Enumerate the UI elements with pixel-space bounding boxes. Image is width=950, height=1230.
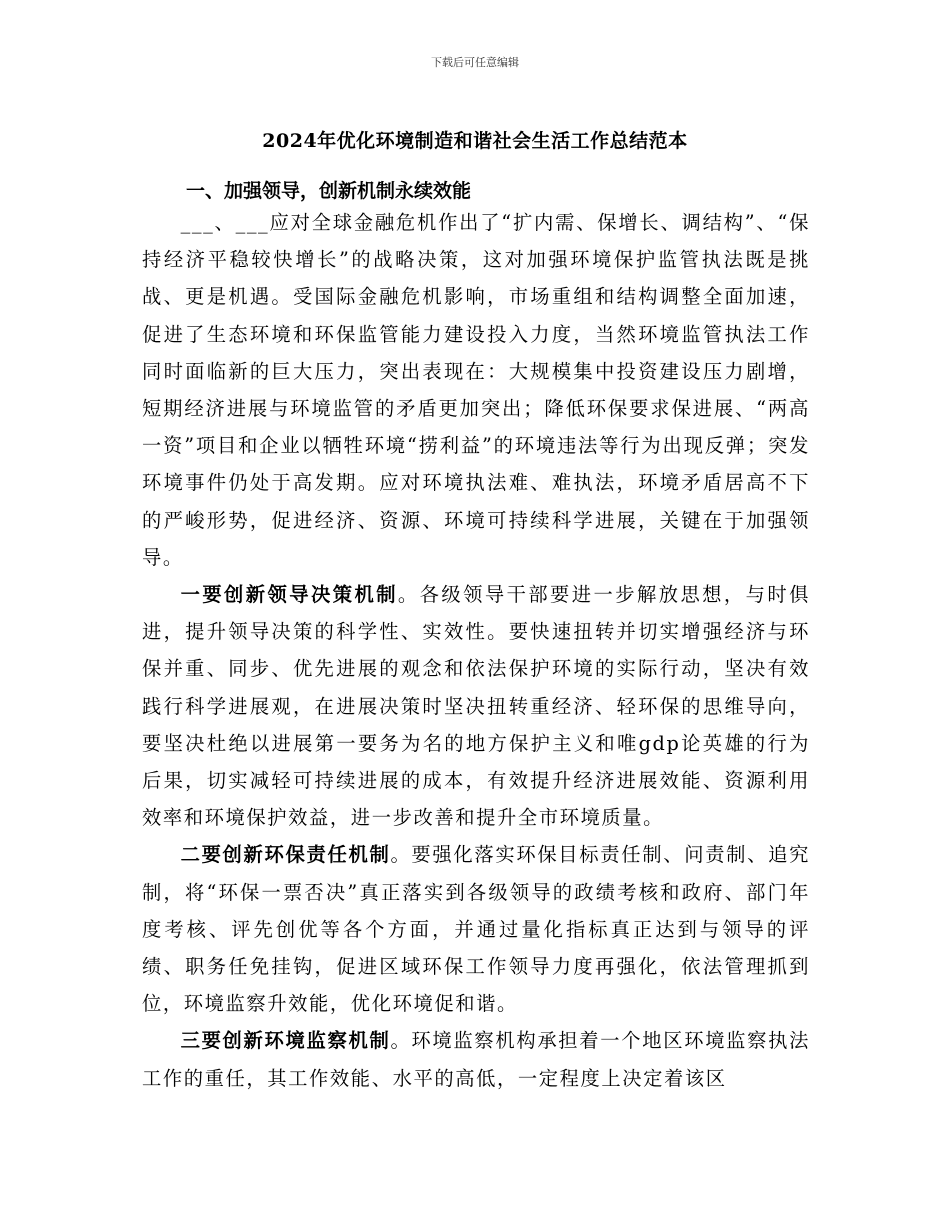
paragraph-text: 。环境监察机构承担着一个地区环境监察执法工作的重任，其工作效能、水平的高低，一定程度上决定着该区 — [142, 1029, 811, 1090]
paragraph-leadership-decision — [142, 576, 810, 836]
paragraph-text: 。要强化落实环保目标责任制、问责制、追究制，将“环保一票否决”真正落实到各级领导的政绩考核和政府、部门年度考核、评先创优等各个方面，并通过量化指标真正达到与领导的评绩、职务任免挂钩，促进区域环保工作领导力度再强化，依法管理抓到位，环境监察升效能，优化环境促和谐。 — [142, 843, 811, 1016]
paragraph-lead: 一要创新领导决策机制 — [180, 583, 398, 607]
section-heading: 一、加强领导，创新机制永续效能 — [186, 180, 472, 202]
paragraph-lead: 二要创新环保责任机制 — [180, 843, 391, 867]
document-body — [142, 204, 810, 1097]
paragraph-responsibility — [142, 836, 810, 1022]
paragraph-intro — [142, 204, 810, 576]
paragraph-text: ___、___应对全球金融危机作出了“扩内需、保增长、调结构”、“保持经济平稳较快增长”的战略决策，这对加强环境保护监管执法既是挑战、更是机遇。受国际金融危机影响，市场重组和结构调整全面加速，促进了生态环境和环保监管能力建设投入力度，当然环境监管执法工作同时面临新的巨大压力，突出表现在：大规模集中投资建设压力剧增，短期经济进展与环境监管的矛盾更加突出；降低环保要求保进展、“两高一资”项目和企业以牺牲环境“捞利益”的环境违法等行为出现反弹；突发环境事件仍处于高发期。应对环境执法难、难执法，环境矛盾居高不下的严峻形势，促进经济、资源、环境可持续科学进展，关键在于加强领导。 — [142, 211, 810, 569]
paragraph-supervision — [142, 1022, 810, 1096]
document-title: 2024年优化环境制造和谐社会生活工作总结范本 — [262, 130, 688, 152]
page-header-note: 下载后可任意编辑 — [431, 56, 519, 69]
paragraph-text: 。各级领导干部要进一步解放思想，与时俱进，提升领导决策的科学性、实效性。要快速扭转并切实增强经济与环保并重、同步、优先进展的观念和依法保护环境的实际行动，坚决有效践行科学进展观，在进展决策时坚决扭转重经济、轻环保的思维导向，要坚决杜绝以进展第一要务为名的地方保护主义和唯gdp论英雄的行为后果，切实减轻可持续进展的成本，有效提升经济进展效能、资源利用效率和环境保护效益，进一步改善和提升全市环境质量。 — [142, 583, 810, 830]
paragraph-lead: 三要创新环境监察机制 — [180, 1029, 391, 1053]
